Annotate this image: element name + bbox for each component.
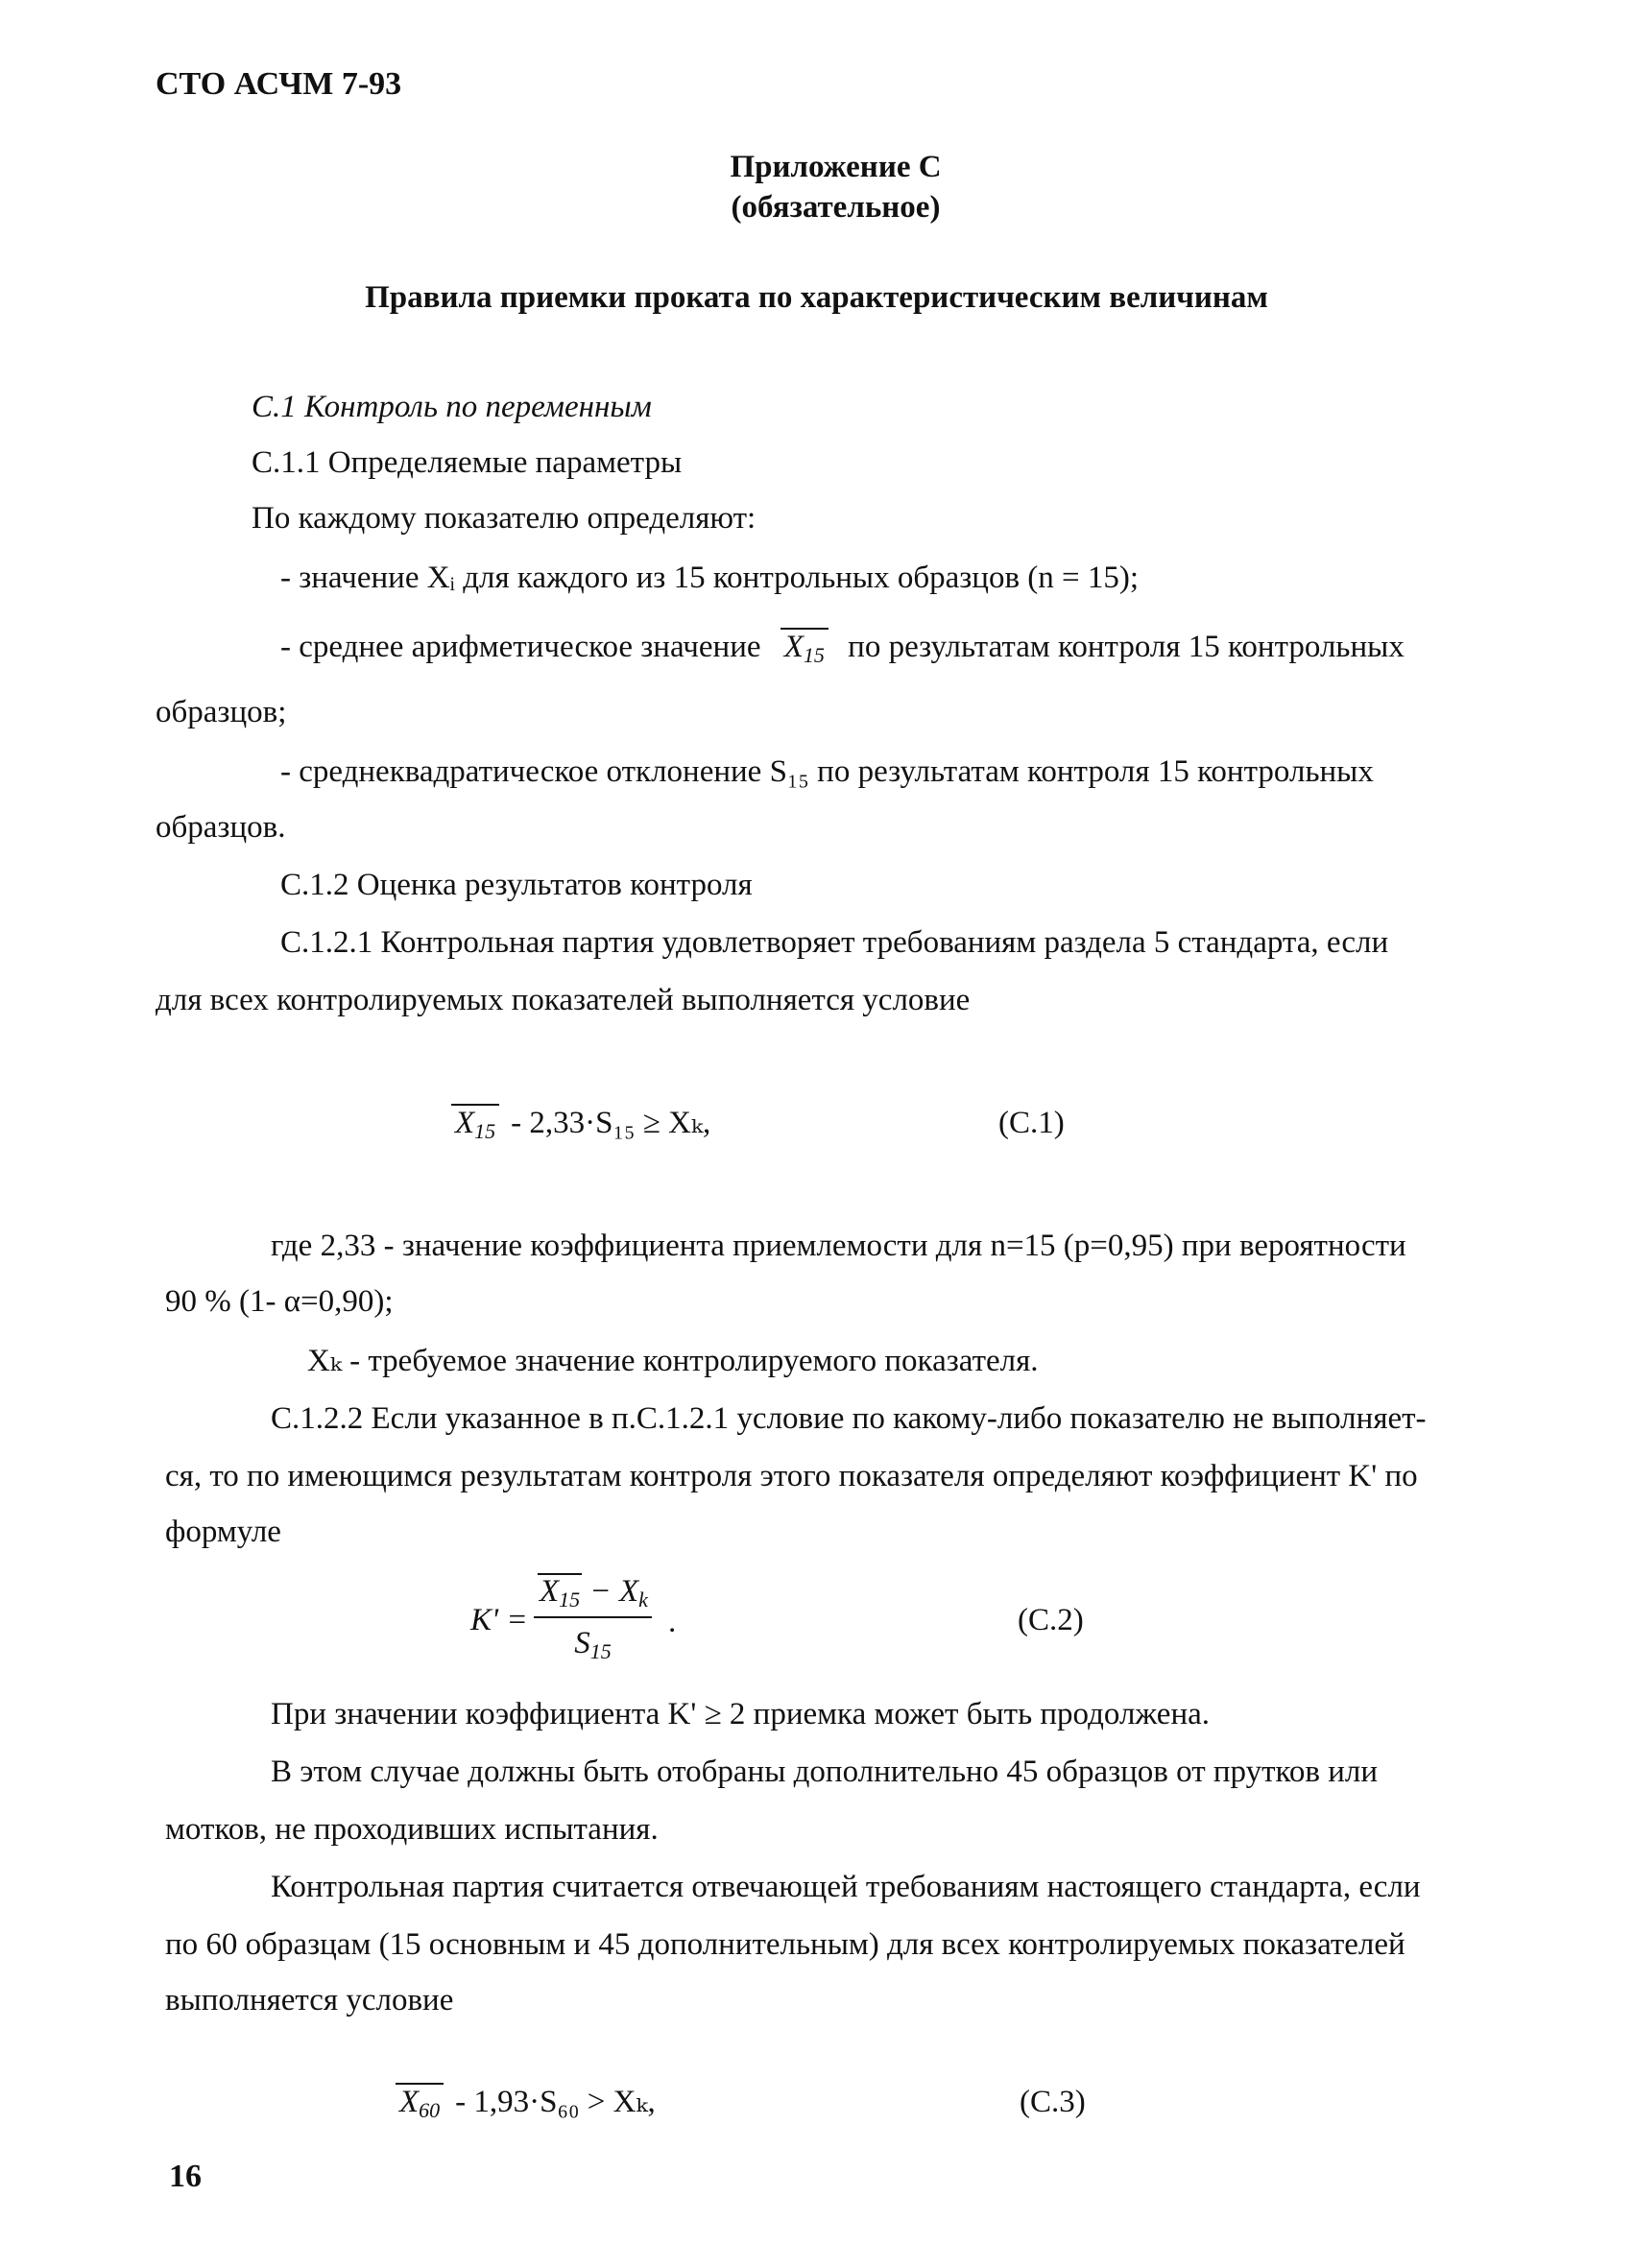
formula-c2-num-mean-sub: 15 <box>559 1588 581 1611</box>
formula-c1-rest: - 2,33·S₁₅ ≥ Xₖ, <box>511 1106 711 1140</box>
continuation-p1: При значении коэффициента K' ≥ 2 приемка может быть продолжена. <box>271 1697 1210 1731</box>
explanation-line2: 90 % (1- α=0,90); <box>165 1284 394 1319</box>
section-c1-intro: По каждому показателю определяют: <box>252 501 756 536</box>
continuation-p3-line3: выполняется условие <box>165 1983 454 2017</box>
section-c121-line2: для всех контролируемых показателей выполняется условие <box>156 983 971 1017</box>
continuation-p3-line2: по 60 образцам (15 основным и 45 дополнительным) для всех контролируемых показателей <box>165 1927 1405 1962</box>
formula-c2-lhs: K' = <box>470 1603 528 1637</box>
list-item-2-text-a: - среднее арифметическое значение <box>280 630 761 664</box>
formula-c2-num-mean <box>538 1573 582 1611</box>
formula-c2-num-xk-sub: k <box>638 1588 648 1611</box>
mean-symbol-sub: 15 <box>803 643 825 667</box>
formula-c3-mean <box>396 2083 444 2122</box>
list-item-2 <box>280 626 1405 668</box>
list-item-2-continued: образцов; <box>156 695 287 729</box>
section-c12-title: С.1.2 Оценка результатов контроля <box>280 868 753 902</box>
section-c122-line1: С.1.2.2 Если указанное в п.С.1.2.1 условие по какому-либо показателю не выполняет- <box>271 1401 1427 1436</box>
formula-c2-numerator: $X_{15} - X_k$ <box>534 1570 652 1618</box>
formula-c2-denominator <box>534 1618 652 1664</box>
formula-c3-label: (С.3) <box>1020 2085 1086 2119</box>
formula-c2-num-mean-x: X <box>540 1574 560 1609</box>
list-item-3: - среднеквадратическое отклонение S₁₅ по результатам контроля 15 контрольных <box>280 754 1374 789</box>
section-c122-line3: формуле <box>165 1515 281 1549</box>
formula-c1-mean-sub: 15 <box>474 1119 496 1143</box>
formula-c1-mean-x: X <box>455 1106 475 1140</box>
continuation-p2-line2: мотков, не проходивших испытания. <box>165 1812 659 1847</box>
appendix-status: (обязательное) <box>731 190 941 225</box>
section-c122-line2: ся, то по имеющимся результатам контроля этого показателя определяют коэффициент K' по <box>165 1459 1418 1493</box>
formula-c1-label: (С.1) <box>998 1106 1065 1140</box>
appendix-heading: Правила приемки проката по характеристическим величинам <box>365 280 1268 315</box>
section-c11-title: С.1.1 Определяемые параметры <box>252 445 683 480</box>
list-item-1: - значение Xᵢ для каждого из 15 контрольных образцов (n = 15); <box>280 561 1140 595</box>
formula-c2-fraction <box>534 1570 652 1664</box>
explanation-line3: Xₖ - требуемое значение контролируемого показателя. <box>307 1344 1039 1378</box>
list-item-2-text-b: по результатам контроля 15 контрольных <box>848 630 1405 664</box>
formula-c1-mean <box>451 1104 499 1143</box>
explanation-line1: где 2,33 - значение коэффициента приемлемости для n=15 (p=0,95) при вероятности <box>271 1229 1406 1263</box>
document-code: СТО АСЧМ 7-93 <box>156 66 402 102</box>
formula-c2-period: . <box>668 1605 677 1639</box>
formula-c3 <box>396 2081 656 2123</box>
formula-c3-rest: - 1,93·S₆₀ > Xₖ, <box>455 2085 656 2119</box>
formula-c2-den-s: S <box>574 1626 590 1660</box>
formula-c3-mean-sub: 60 <box>419 2098 441 2122</box>
formula-c2-num-xk: X <box>618 1574 639 1609</box>
section-c121-line1: С.1.2.1 Контрольная партия удовлетворяет требованиям раздела 5 стандарта, если <box>280 925 1389 960</box>
formula-c1 <box>451 1102 710 1144</box>
mean-symbol-inline <box>780 628 829 667</box>
formula-c2-den-sub: 15 <box>589 1639 612 1663</box>
formula-c2-label: (С.2) <box>1018 1603 1084 1637</box>
formula-c3-mean-x: X <box>399 2085 420 2119</box>
list-item-3-continued: образцов. <box>156 810 286 845</box>
appendix-title: Приложение С <box>730 150 942 184</box>
continuation-p3-line1: Контрольная партия считается отвечающей требованиям настоящего стандарта, если <box>271 1870 1421 1904</box>
page-number: 16 <box>169 2159 202 2194</box>
section-c1-title: С.1 Контроль по переменным <box>252 390 652 424</box>
continuation-p2-line1: В этом случае должны быть отобраны дополнительно 45 образцов от прутков или <box>271 1755 1379 1789</box>
mean-symbol-x: X <box>783 630 804 664</box>
